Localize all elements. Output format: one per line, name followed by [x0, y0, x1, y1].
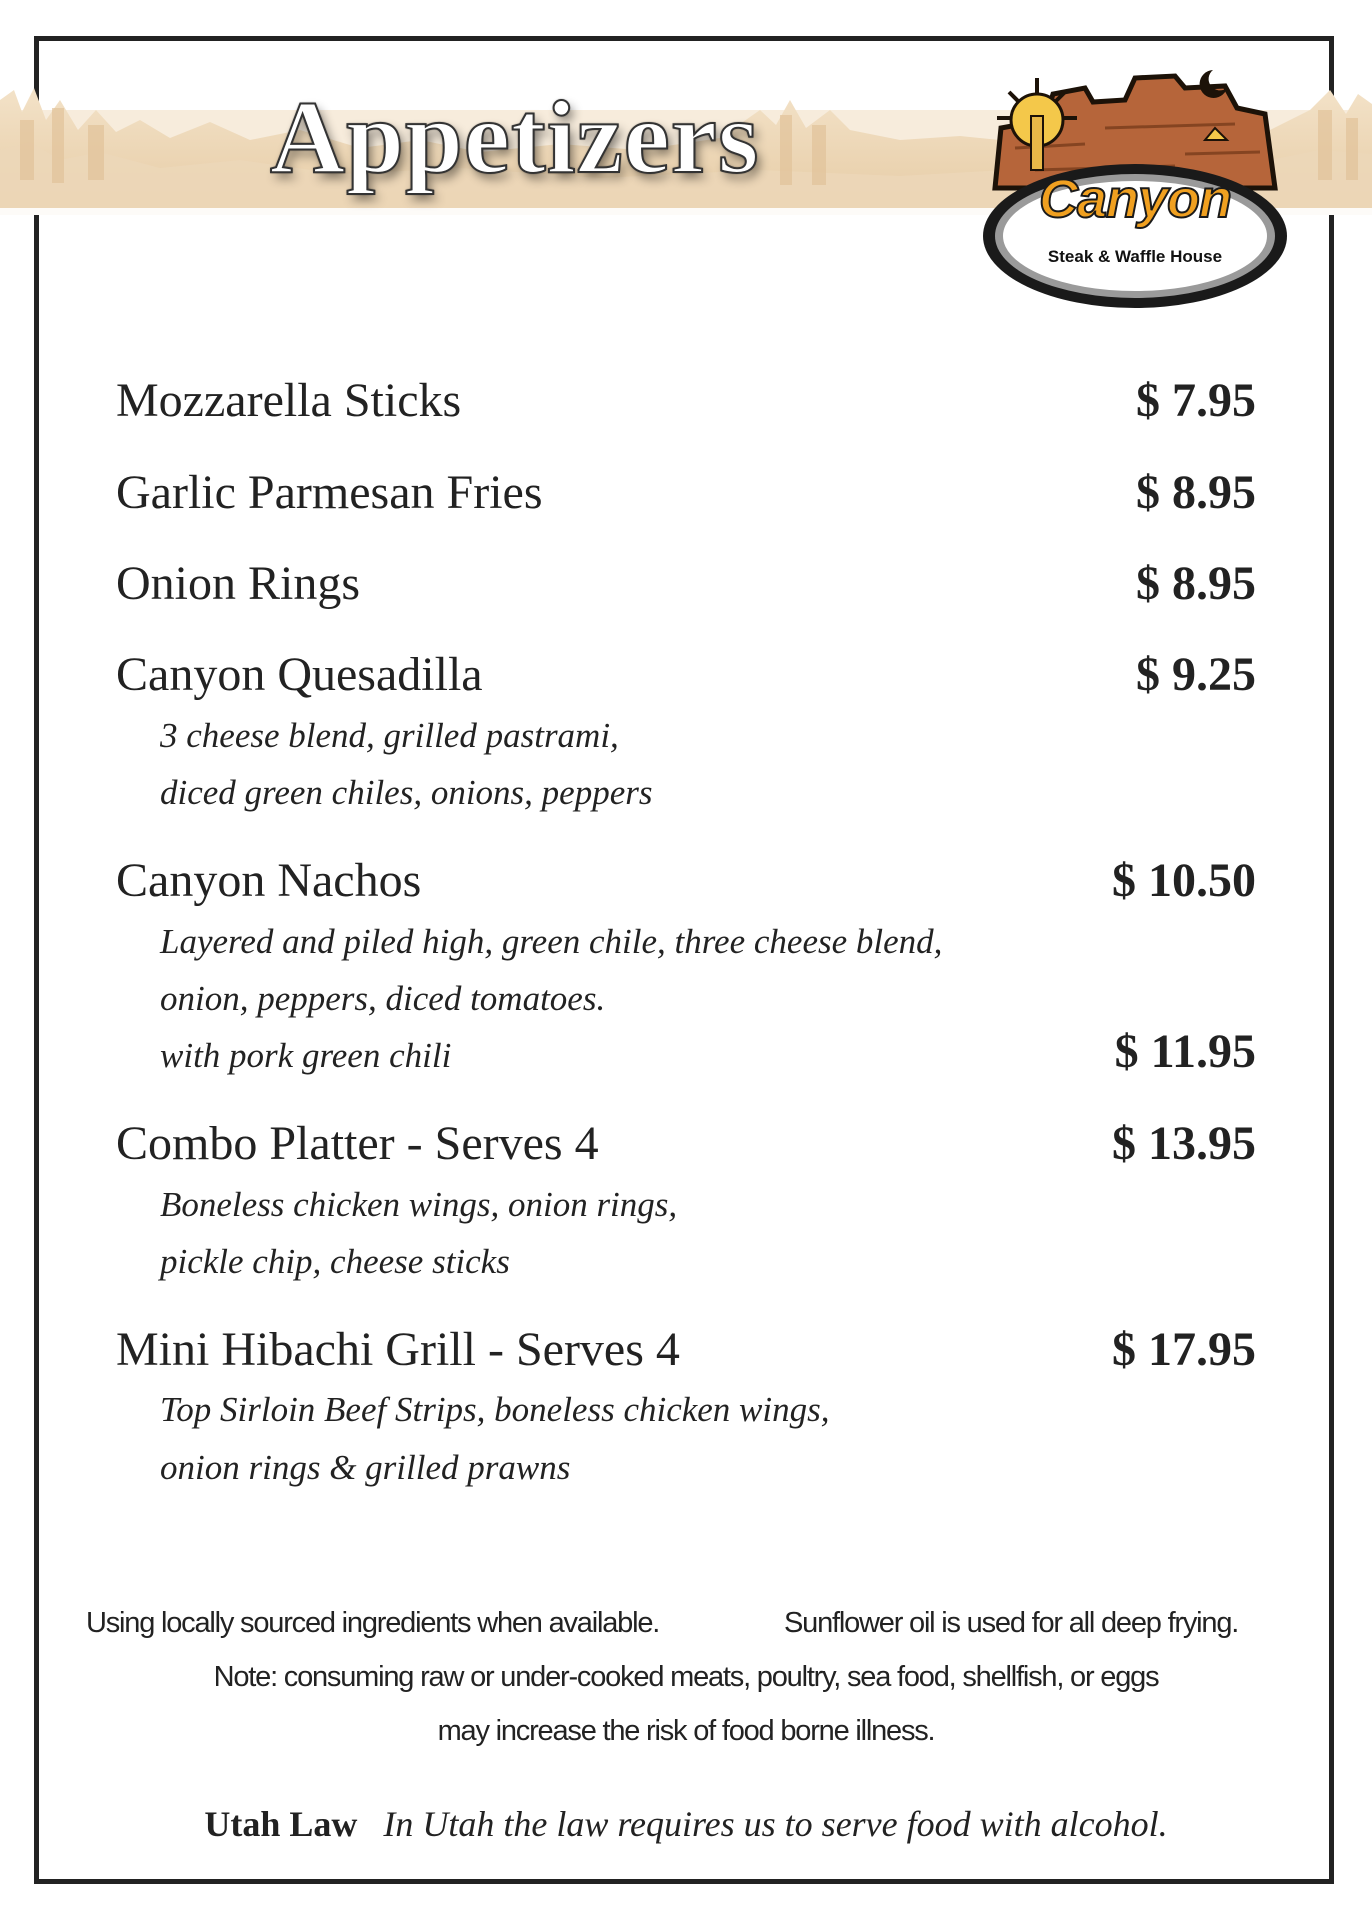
- menu-item-name: Combo Platter - Serves 4: [116, 1117, 599, 1170]
- menu-item-description: with pork green chili: [160, 1036, 452, 1075]
- logo-wordmark: Canyon: [1038, 169, 1232, 229]
- menu-item-price: $ 10.50: [1112, 854, 1256, 907]
- food-safety-warning: may increase the risk of food borne illness.: [437, 1715, 935, 1747]
- frying-oil-note: Sunflower oil is used for all deep frying.: [784, 1607, 1239, 1639]
- menu-item-price: $ 8.95: [1136, 466, 1256, 519]
- menu-item-price: $ 8.95: [1136, 557, 1256, 610]
- menu-item-price: $ 9.25: [1136, 648, 1256, 701]
- utah-law-text: In Utah the law requires us to serve food with alcohol.: [383, 1804, 1168, 1844]
- local-sourcing-note: Using locally sourced ingredients when available.: [86, 1607, 660, 1639]
- menu-item-name: Mini Hibachi Grill - Serves 4: [116, 1323, 680, 1376]
- food-safety-warning: Note: consuming raw or under-cooked meats, poultry, sea food, shellfish, or eggs: [213, 1661, 1159, 1693]
- menu-item-description: pickle chip, cheese sticks: [160, 1242, 510, 1281]
- menu-item-price: $ 13.95: [1112, 1117, 1256, 1170]
- utah-law-label: Utah Law: [204, 1804, 358, 1844]
- page-title: Appetizers: [270, 80, 760, 195]
- menu-item-description: 3 cheese blend, grilled pastrami,: [160, 716, 619, 755]
- menu-item-price: $ 7.95: [1136, 374, 1256, 427]
- menu-item-name: Canyon Nachos: [116, 854, 422, 907]
- menu-item-name: Canyon Quesadilla: [116, 648, 483, 701]
- menu-item-description: diced green chiles, onions, peppers: [160, 773, 653, 812]
- menu-item-name: Onion Rings: [116, 557, 361, 610]
- menu-item-description: Boneless chicken wings, onion rings,: [160, 1185, 678, 1224]
- menu-item-description: Layered and piled high, green chile, three cheese blend,: [160, 922, 943, 961]
- menu-item-description: onion rings & grilled prawns: [160, 1448, 571, 1487]
- menu-item-description: onion, peppers, diced tomatoes.: [160, 979, 606, 1018]
- utah-law-line: [0, 1803, 1372, 1845]
- menu-item-name: Mozzarella Sticks: [116, 374, 462, 427]
- menu-item-extra-price: $ 11.95: [1114, 1025, 1256, 1078]
- menu-item-description: Top Sirloin Beef Strips, boneless chicken wings,: [160, 1390, 830, 1429]
- logo-subtitle: Steak & Waffle House: [1047, 247, 1223, 266]
- menu-item-name: Garlic Parmesan Fries: [116, 466, 543, 519]
- menu-item-price: $ 17.95: [1112, 1323, 1256, 1376]
